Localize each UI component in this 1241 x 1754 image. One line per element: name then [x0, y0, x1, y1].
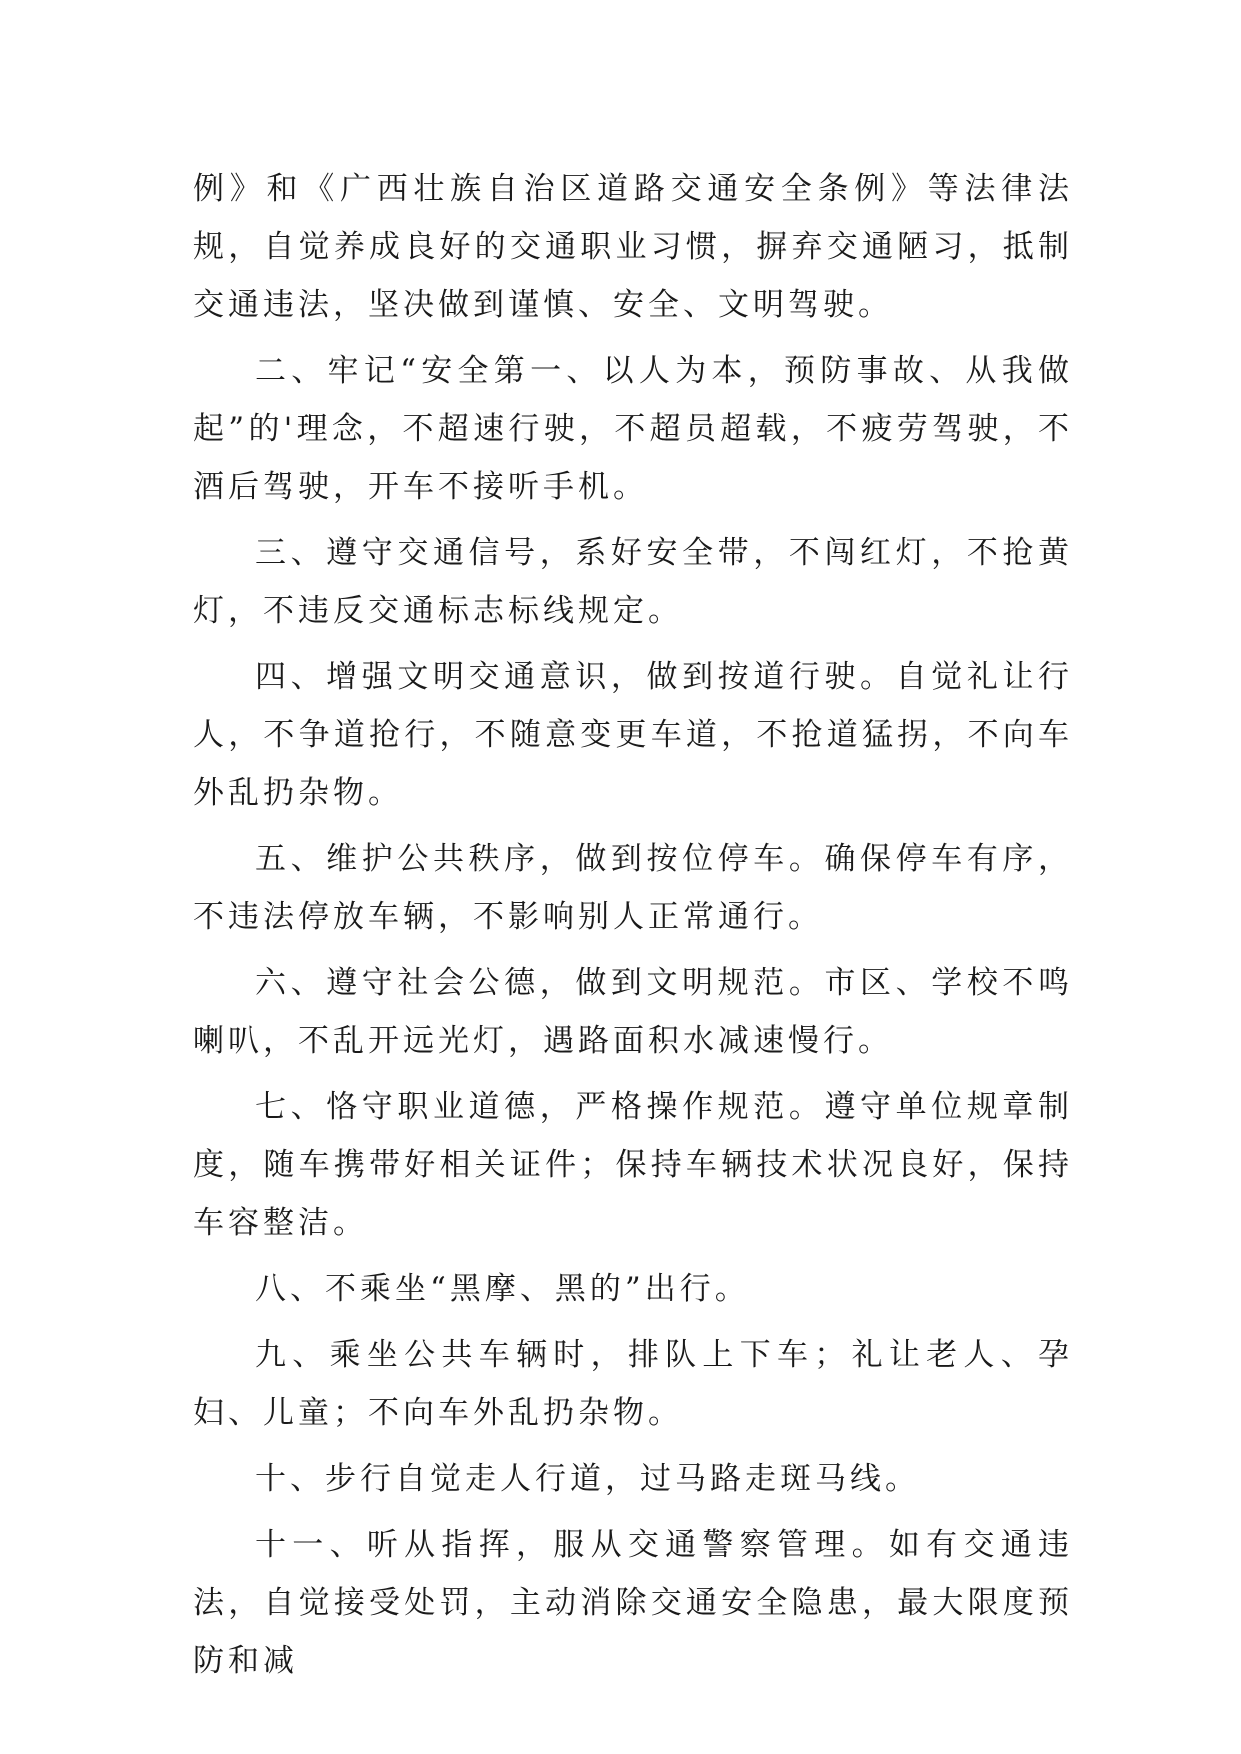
paragraph-item-9: 九、乘坐公共车辆时，排队上下车；礼让老人、孕妇、儿童；不向车外乱扔杂物。: [193, 1337, 1073, 1431]
paragraph-item-8: 八、不乘坐“黑摩、黑的”出行。: [255, 1271, 750, 1307]
paragraph-item-2: 二、牢记“安全第一、以人为本，预防事故、从我做起”的'理念，不超速行驶，不超员超载，不疲劳驾驶，不酒后驾驶，开车不接听手机。: [193, 353, 1073, 505]
paragraph-item-10: 十、步行自觉走人行道，过马路走斑马线。: [255, 1461, 920, 1497]
paragraph-item-7: 七、恪守职业道德，严格操作规范。遵守单位规章制度，随车携带好相关证件；保持车辆技术状况良好，保持车容整洁。: [193, 1089, 1073, 1241]
paragraph-item-5: 五、维护公共秩序，做到按位停车。确保停车有序，不违法停放车辆，不影响别人正常通行。: [193, 841, 1073, 935]
paragraph-item-3: 三、遵守交通信号，系好安全带，不闯红灯，不抢黄灯，不违反交通标志标线规定。: [193, 535, 1073, 629]
document-body: [193, 160, 1073, 1698]
paragraph-item-6: 六、遵守社会公德，做到文明规范。市区、学校不鸣喇叭，不乱开远光灯，遇路面积水减速慢行。: [193, 965, 1073, 1059]
paragraph-continued: 例》和《广西壮族自治区道路交通安全条例》等法律法规，自觉养成良好的交通职业习惯，摒弃交通陋习，抵制交通违法，坚决做到谨慎、安全、文明驾驶。: [193, 171, 1073, 323]
paragraph-item-4: 四、增强文明交通意识，做到按道行驶。自觉礼让行人，不争道抢行，不随意变更车道，不抢道猛拐，不向车外乱扔杂物。: [193, 659, 1073, 811]
paragraph-item-11: 十一、听从指挥，服从交通警察管理。如有交通违法，自觉接受处罚，主动消除交通安全隐患，最大限度预防和减: [193, 1527, 1073, 1679]
